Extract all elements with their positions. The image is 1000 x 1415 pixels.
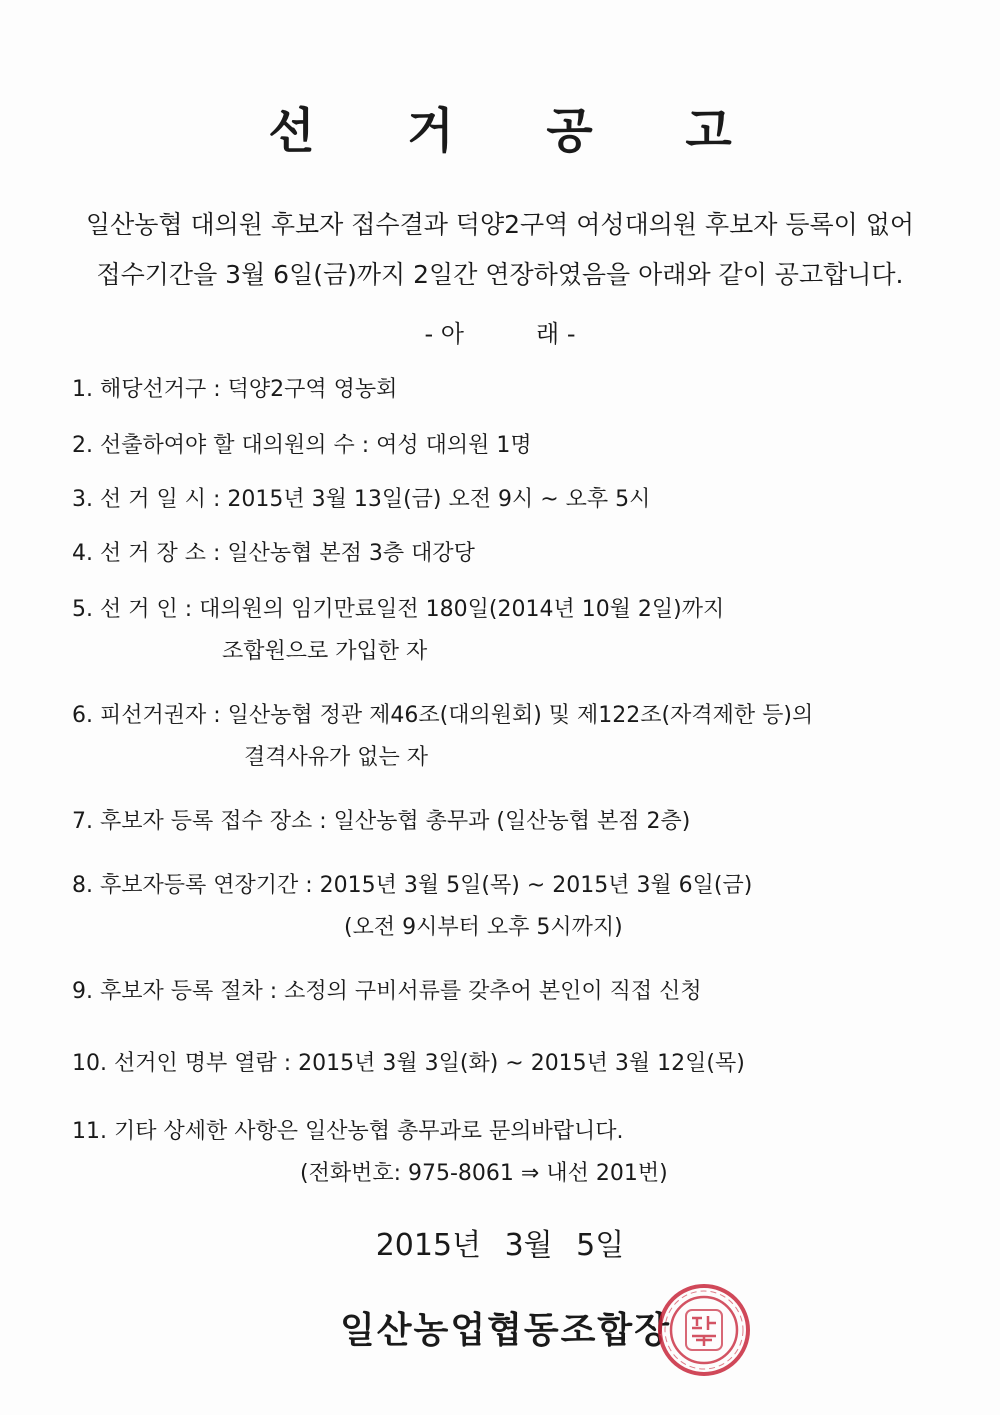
- list-item: 4. 선 거 장 소 : 일산농협 본점 3층 대강당: [72, 541, 475, 566]
- intro-line-2: 접수기간을 3월 6일(금)까지 2일간 연장하였음을 아래와 같이 공고합니다.: [96, 260, 904, 289]
- list-item: 9. 후보자 등록 절차 : 소정의 구비서류를 갖추어 본인이 직접 신청: [72, 979, 702, 1004]
- list-item: 6. 피선거권자 : 일산농협 정관 제46조(대의원회) 및 제122조(자격제한 등)의: [72, 703, 814, 728]
- list-item: 10. 선거인 명부 열람 : 2015년 3월 3일(화) ~ 2015년 3월 12일(목): [72, 1051, 745, 1076]
- list-item: 5. 선 거 인 : 대의원의 임기만료일전 180일(2014년 10월 2일)까지: [72, 597, 725, 622]
- list-item: 11. 기타 상세한 사항은 일산농협 총무과로 문의바랍니다.: [72, 1119, 624, 1144]
- list-item: 2. 선출하여야 할 대의원의 수 : 여성 대의원 1명: [72, 433, 532, 458]
- section-heading: [0, 314, 1000, 349]
- section-heading-right: 래 -: [536, 320, 576, 348]
- intro-paragraph: [0, 200, 1000, 300]
- list-item-continuation: (전화번호: 975-8061 ⇒ 내선 201번): [300, 1161, 668, 1186]
- section-heading-left: - 아: [424, 320, 464, 348]
- list-item-continuation: 결격사유가 없는 자: [244, 745, 429, 770]
- list-item: 3. 선 거 일 시 : 2015년 3월 13일(금) 오전 9시 ~ 오후 5시: [72, 487, 651, 512]
- issuer-name: 일산농업협동조합장: [340, 1310, 671, 1351]
- list-item-continuation: (오전 9시부터 오후 5시까지): [344, 915, 623, 940]
- intro-line-1: 일산농협 대의원 후보자 접수결과 덕양2구역 여성대의원 후보자 등록이 없어: [85, 210, 915, 239]
- list-item-continuation: 조합원으로 가입한 자: [222, 639, 428, 664]
- list-item: 7. 후보자 등록 접수 장소 : 일산농협 총무과 (일산농협 본점 2층): [72, 809, 691, 834]
- list-item: 8. 후보자등록 연장기간 : 2015년 3월 5일(목) ~ 2015년 3월 6일(금): [72, 873, 753, 898]
- official-seal-icon: [656, 1282, 752, 1378]
- page-title: 선 거 공 고: [268, 103, 770, 159]
- list-item: 1. 해당선거구 : 덕양2구역 영농회: [72, 377, 398, 402]
- notice-date: 2015년 3월 5일: [375, 1228, 625, 1263]
